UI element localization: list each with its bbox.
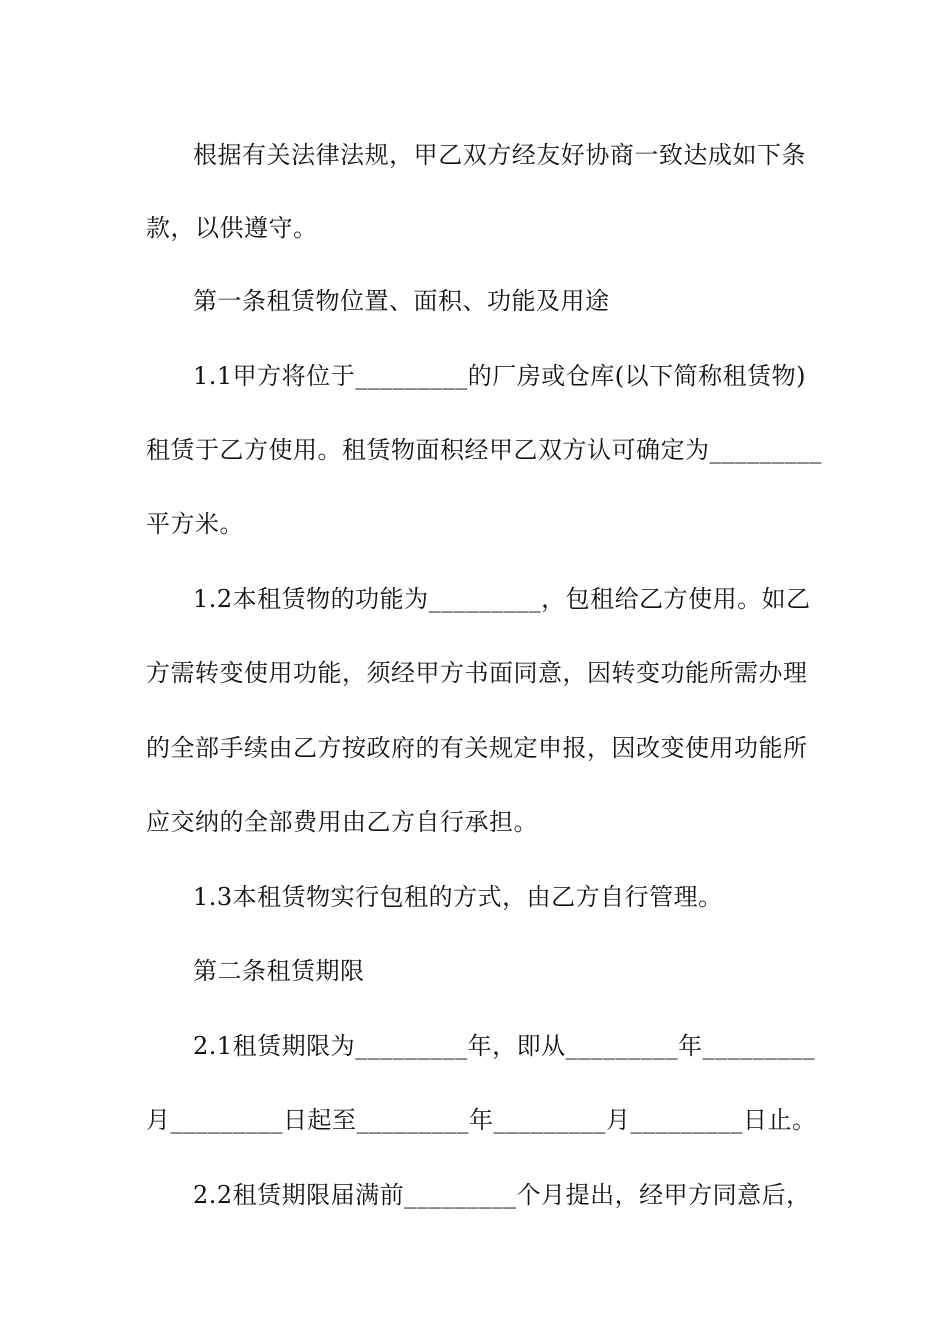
clause-line: 方需转变使用功能，须经甲方书面同意，因转变功能所需办理 (146, 659, 808, 687)
clause-line: 平方米。 (146, 510, 244, 538)
clause-line: 1.3本租赁物实行包租的方式，由乙方自行管理。 (193, 883, 723, 911)
clause-line: 租赁于乙方使用。租赁物面积经甲乙双方认可确定为_________ (146, 436, 822, 464)
clause-line: 1.2本租赁物的功能为_________，包租给乙方使用。如乙 (193, 585, 811, 613)
clause-line: 1.1甲方将位于_________的厂房或仓库(以下简称租赁物) (193, 362, 806, 390)
paragraph-line: 根据有关法律法规，甲乙双方经友好协商一致达成如下条 (193, 141, 806, 169)
clause-line: 应交纳的全部费用由乙方自行承担。 (146, 808, 538, 836)
paragraph-line: 款，以供遵守。 (146, 214, 318, 242)
clause-line: 2.1租赁期限为_________年，即从_________年_________ (193, 1032, 816, 1060)
clause-line: 的全部手续由乙方按政府的有关规定申报，因改变使用功能所 (146, 734, 808, 762)
section-heading: 第二条租赁期限 (193, 957, 365, 985)
section-heading: 第一条租赁物位置、面积、功能及用途 (193, 287, 610, 315)
clause-line: 2.2租赁期限届满前_________个月提出，经甲方同意后， (193, 1181, 811, 1209)
clause-line: 月_________日起至_________年_________月_________日止。 (146, 1106, 817, 1134)
